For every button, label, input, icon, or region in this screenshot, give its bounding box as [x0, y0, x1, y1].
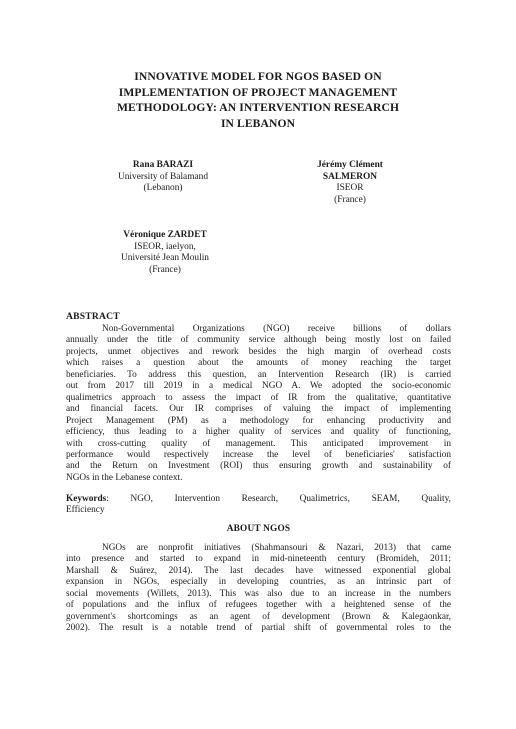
text-line: out from 2017 till 2019 in a medical NGO A. We adopted the socio-economic — [66, 381, 451, 392]
section-body — [66, 543, 451, 635]
abstract-heading: ABSTRACT — [66, 311, 120, 322]
text-line: annually under the title of community service although being mostly lost on failed — [66, 335, 451, 346]
keywords-list: : NGO, Intervention Research, Qualimetrics, SEAM, Quality, — [106, 494, 451, 504]
text-line: NGOs in the Lebanese context. — [66, 472, 183, 483]
text-line: and financial facets. Our IR comprises of valuing the impact of implementing — [66, 404, 451, 415]
text-line: and the Return on Investment (ROI) thus ensuring growth and sustainability of — [66, 461, 451, 472]
text-line: which raises a question about the amounts of money reaching the target — [66, 358, 451, 369]
author-name: Véronique ZARDET — [123, 230, 207, 240]
author-country: (France) — [334, 194, 366, 205]
text-line: with cross-cutting quality of management. This anticipated improvement in — [66, 438, 451, 449]
author-affiliation: Université Jean Moulin — [120, 253, 209, 264]
author-name: Rana BARAZI — [132, 160, 194, 170]
title-line: INNOVATIVE MODEL FOR NGOS BASED ON — [134, 70, 382, 83]
keywords-label: Keywords — [66, 494, 107, 504]
abstract-body — [66, 324, 451, 484]
text-line: of populations and the influx of refugees together with a heightened sense of the — [66, 600, 451, 611]
text-line: qualimetrics approach to assess the impact of IR from the qualitative, quantitative — [66, 392, 451, 403]
author-name: SALMERON — [322, 171, 378, 182]
paper-title — [96, 69, 420, 131]
title-line: IN LEBANON — [220, 116, 296, 130]
author-country: (Lebanon) — [143, 183, 183, 194]
title-line: IMPLEMENTATION OF PROJECT MANAGEMENT — [118, 85, 398, 99]
keywords-list: Efficiency — [66, 505, 105, 516]
text-line: projects, unmet objectives and rework besides the high margin of overhead costs — [66, 346, 451, 357]
author-block-salmeron — [280, 160, 420, 206]
text-line: government's shortcomings as an agent of development (Brown & Kalegaonkar, — [66, 611, 451, 622]
text-line: expansion in NGOs, especially in developing countries, as an intrinsic part of — [66, 577, 451, 588]
text-line: performance would respectively increase the level of beneficiaries' satisfaction — [66, 449, 451, 460]
text-line: Marshall & Suárez, 2014). The last decades have witnessed exponential global — [66, 565, 451, 576]
section-heading: ABOUT NGOS — [226, 524, 291, 534]
keywords-block — [66, 494, 451, 517]
text-line: beneficiaries. To address this question, an Intervention Research (IR) is carried — [66, 369, 451, 380]
author-name: Jérémy Clément — [317, 160, 383, 170]
author-affiliation: ISEOR — [336, 183, 364, 194]
author-affiliation: ISEOR, iaelyon, — [134, 241, 196, 252]
author-block-zardet — [100, 230, 230, 276]
title-line: METHODOLOGY: AN INTERVENTION RESEARCH — [116, 101, 400, 115]
text-line: NGOs are nonprofit initiatives (Shahmansouri & Nazari, 2013) that came — [102, 543, 451, 553]
text-line: efficiency, thus leading to a higher quality of services and quality of functioning, — [66, 427, 451, 438]
text-line: 2002). The result is a notable trend of partial shift of governmental roles to the — [66, 623, 451, 634]
text-line: into presence and started to expand in mid-nineteenth century (Bromideh, 2011; — [66, 554, 451, 565]
text-line: social movements (Willets, 2013). This was also due to an increase in the numbers — [66, 588, 451, 599]
author-block-barazi — [98, 160, 228, 195]
author-country: (France) — [149, 264, 181, 275]
text-line: Non-Governmental Organizations (NGO) receive billions of dollars — [102, 324, 451, 334]
author-affiliation: University of Balamand — [117, 171, 209, 182]
text-line: Project Management (PM) as a methodology for enhancing productivity and — [66, 415, 451, 426]
